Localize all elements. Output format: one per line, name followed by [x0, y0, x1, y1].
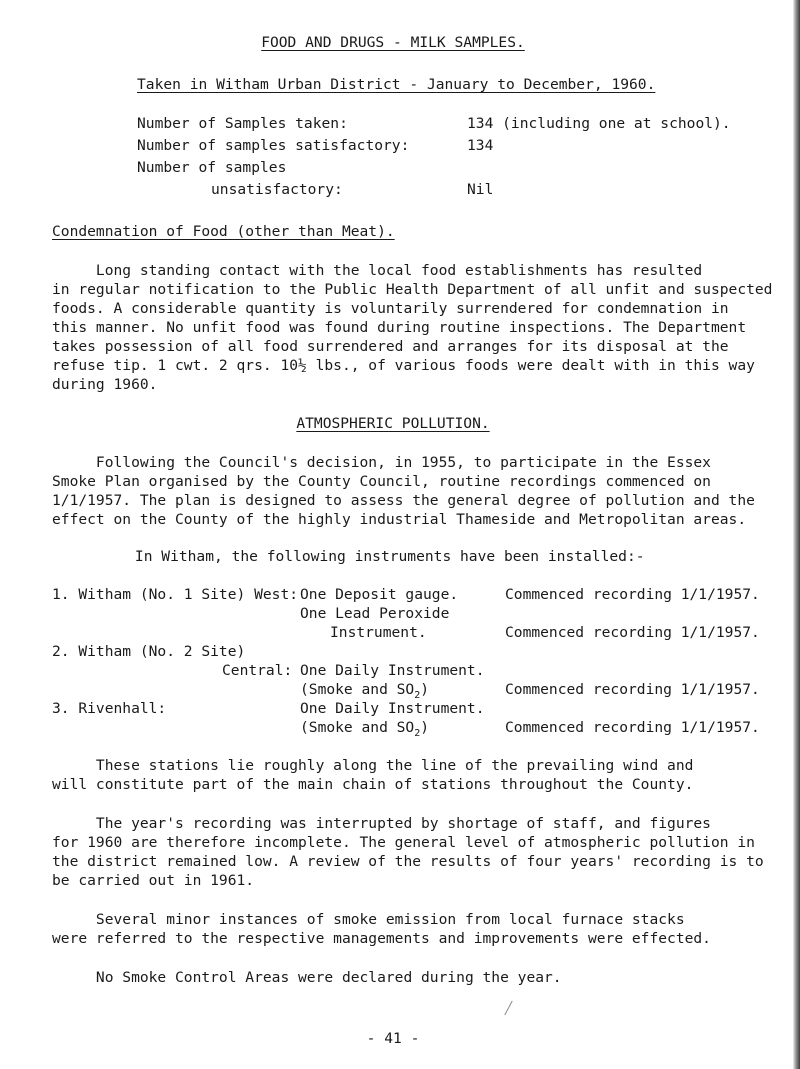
station-3-status: Commenced recording 1/1/1957.	[505, 719, 760, 736]
paragraph-line: 1/1/1957. The plan is designed to assess the general degree of pollution and the	[52, 492, 755, 509]
paragraph-line: foods. A considerable quantity is voluntarily surrendered for condemnation in	[52, 300, 729, 317]
page-subheading: Taken in Witham Urban District - January to December, 1960.	[137, 76, 656, 93]
station-2-status: Commenced recording 1/1/1957.	[505, 681, 760, 698]
samples-unsat-label-2: unsatisfactory:	[211, 181, 343, 198]
station-1-status-1: Commenced recording 1/1/1957.	[505, 586, 760, 603]
condemnation-heading: Condemnation of Food (other than Meat).	[52, 223, 395, 240]
samples-taken-label: Number of Samples taken:	[137, 115, 348, 132]
page-heading: FOOD AND DRUGS - MILK SAMPLES.	[261, 34, 525, 51]
station-3-instrument: One Daily Instrument.	[300, 700, 485, 717]
paragraph-line: effect on the County of the highly industrial Thameside and Metropolitan areas.	[52, 511, 747, 528]
samples-taken-value: 134 (including one at school).	[467, 115, 731, 132]
station-1-instrument-2: One Lead Peroxide	[300, 605, 450, 622]
paragraph-line: were referred to the respective managements and improvements were effected.	[52, 930, 711, 947]
paragraph-line: in regular notification to the Public Health Department of all unfit and suspected	[52, 281, 773, 298]
station-1-instrument-2-cont: Instrument.	[330, 624, 427, 641]
paragraph-line: be carried out in 1961.	[52, 872, 255, 889]
paragraph-line: during 1960.	[52, 376, 158, 393]
samples-satisfactory-value: 134	[467, 137, 494, 154]
paragraph-line: takes possession of all food surrendered and arranges for its disposal at the	[52, 338, 729, 355]
station-2-instrument: One Daily Instrument.	[300, 662, 485, 679]
samples-unsat-label-1: Number of samples	[137, 159, 287, 176]
page-number: - 41 -	[366, 1030, 420, 1047]
paragraph-line: Long standing contact with the local food establishments has resulted	[52, 262, 703, 279]
samples-unsat-value: Nil	[467, 181, 494, 198]
station-2-sublabel: Central:	[222, 662, 293, 679]
pencil-mark	[504, 1001, 512, 1016]
paragraph-line: for 1960 are therefore incomplete. The general level of atmospheric pollution in	[52, 834, 755, 851]
smoke-control-paragraph: No Smoke Control Areas were declared during the year.	[52, 969, 562, 986]
scan-edge-shadow	[793, 0, 800, 1069]
paragraph-line: Several minor instances of smoke emission from local furnace stacks	[52, 911, 685, 928]
station-1-instrument-1: One Deposit gauge.	[300, 586, 459, 603]
station-1-label: 1. Witham (No. 1 Site) West:	[52, 586, 299, 603]
paragraph-line: this manner. No unfit food was found during routine inspections. The Department	[52, 319, 747, 336]
samples-satisfactory-label: Number of samples satisfactory:	[137, 137, 410, 154]
station-1-status-2: Commenced recording 1/1/1957.	[505, 624, 760, 641]
paragraph-line: the district remained low. A review of the results of four years' recording is to	[52, 853, 764, 870]
paragraph-line: The year's recording was interrupted by shortage of staff, and figures	[52, 815, 711, 832]
paragraph-line: refuse tip. 1 cwt. 2 qrs. 10½ lbs., of various foods were dealt with in this way	[52, 357, 755, 374]
station-2-label: 2. Witham (No. 2 Site)	[52, 643, 246, 660]
station-3-label: 3. Rivenhall:	[52, 700, 167, 717]
paragraph-line: These stations lie roughly along the line of the prevailing wind and	[52, 757, 694, 774]
paragraph-line: Following the Council's decision, in 1955, to participate in the Essex	[52, 454, 711, 471]
station-3-measure: (Smoke and $SO_2$)	[300, 719, 430, 739]
paragraph-line: Smoke Plan organised by the County Council, routine recordings commenced on	[52, 473, 711, 490]
station-2-measure: (Smoke and $SO_2$)	[300, 681, 430, 701]
instruments-intro: In Witham, the following instruments have been installed:-	[91, 548, 645, 565]
paragraph-line: will constitute part of the main chain of stations throughout the County.	[52, 776, 694, 793]
atmospheric-heading: ATMOSPHERIC POLLUTION.	[296, 415, 490, 432]
